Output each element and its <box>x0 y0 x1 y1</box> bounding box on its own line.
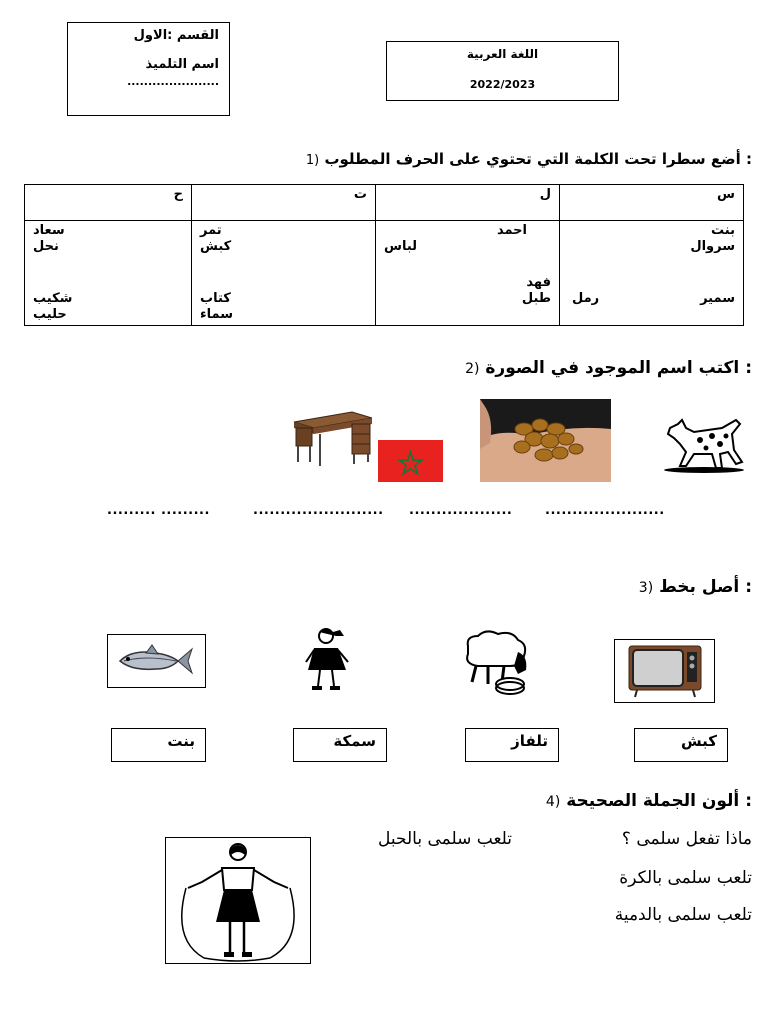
q3-title: أصل بخط <box>659 577 740 597</box>
flag-picture <box>378 440 443 482</box>
word[interactable]: رمل <box>572 291 600 306</box>
fish-picture-frame <box>107 634 206 688</box>
word[interactable]: طبل <box>521 291 551 306</box>
q2-colon: : <box>745 358 752 378</box>
word[interactable]: كتاب <box>200 291 231 306</box>
q1-number: (1 <box>305 153 320 168</box>
class-label: القسم :الاول <box>133 28 219 43</box>
word-box-bint[interactable]: بنت <box>111 728 206 762</box>
word[interactable]: سمير <box>700 291 735 306</box>
q4-question: ماذا تفعل سلمى ؟ <box>621 829 752 849</box>
word-box-tilfaz[interactable]: تلفاز <box>465 728 559 762</box>
q4-option[interactable]: تلعب سلمى بالكرة <box>619 868 752 888</box>
word[interactable]: شكيب <box>33 291 73 306</box>
answer-dots: ......... ......... <box>107 503 210 518</box>
jump-rope-picture-frame <box>165 837 311 964</box>
words-cell-h <box>33 223 183 323</box>
jump-rope-girl-picture <box>174 840 304 962</box>
q4-option[interactable]: تلعب سلمى بالدمية <box>614 905 752 925</box>
sheep-picture <box>458 626 532 696</box>
word[interactable]: تمر <box>200 223 222 238</box>
letter-header: ح <box>25 185 192 221</box>
desk-picture <box>290 408 374 468</box>
q1-title: أضع سطرا تحت الكلمة التي تحتوي على الحرف المطلوب <box>324 150 741 168</box>
words-cell-s <box>568 223 735 323</box>
q2-title: اكتب اسم الموجود في الصورة <box>485 358 740 378</box>
answer-dots: ................... <box>409 503 513 518</box>
q4-option[interactable]: تلعب سلمى بالحبل <box>378 829 512 849</box>
word-box-samaka[interactable]: سمكة <box>293 728 387 762</box>
tv-picture-frame <box>614 639 715 703</box>
q4-colon: : <box>745 791 752 811</box>
word[interactable]: احمد <box>496 223 527 238</box>
letter-header: س <box>560 185 744 221</box>
answer-dots: ........................ <box>253 503 384 518</box>
word[interactable]: كبش <box>200 239 232 254</box>
q4-title: ألون الجملة الصحيحة <box>566 791 740 811</box>
word[interactable]: فهد <box>526 275 551 290</box>
school-year: 2022/2023 <box>469 78 536 91</box>
q2-number: (2 <box>465 361 480 377</box>
q2-heading <box>465 358 752 378</box>
word[interactable]: بنت <box>711 223 735 238</box>
words-cell-l <box>384 223 551 323</box>
word[interactable]: سعاد <box>33 223 65 238</box>
word[interactable]: سروال <box>690 239 735 254</box>
word-box-kabsh[interactable]: كبش <box>634 728 728 762</box>
word[interactable]: سماء <box>200 307 234 322</box>
student-name-label: اسم التلميذ <box>145 57 219 72</box>
word[interactable]: حليب <box>33 307 67 322</box>
fish-picture <box>116 641 196 681</box>
q4-heading <box>546 791 752 811</box>
q3-heading <box>639 577 752 597</box>
subject-box <box>386 41 619 101</box>
class-info-box <box>67 22 230 116</box>
q4-number: (4 <box>545 794 561 810</box>
subject-title: اللغة العربية <box>466 47 539 61</box>
q3-colon: : <box>745 577 752 597</box>
word[interactable]: لباس <box>384 239 418 254</box>
letter-header: ل <box>376 185 560 221</box>
student-name-dots: ...................... <box>127 75 219 88</box>
girl-picture <box>300 626 356 692</box>
answer-dots: ...................... <box>545 503 665 518</box>
dates-picture <box>480 399 611 482</box>
letters-table <box>24 184 744 326</box>
tv-picture <box>627 644 703 698</box>
word[interactable]: نحل <box>33 239 59 254</box>
q1-colon: : <box>746 150 752 168</box>
q1-heading <box>306 150 752 168</box>
dog-picture <box>660 414 748 474</box>
q3-number: (3 <box>638 580 654 596</box>
words-cell-t <box>200 223 367 323</box>
letter-header: ت <box>192 185 376 221</box>
